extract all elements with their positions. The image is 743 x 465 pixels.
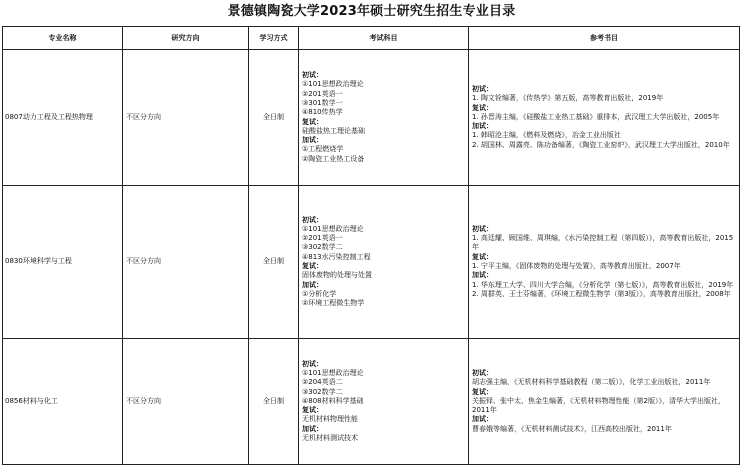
list-item: 1. 高廷耀、顾国维、周琪编，《水污染控制工程（第四版）》，高等教育出版社，2015年 [472,234,734,252]
list-item: ②陶瓷工业热工设备 [302,154,365,163]
header-exam: 考试科目 [299,27,469,50]
table-row [3,186,740,339]
section-label: 加试： [472,415,493,424]
table-row [3,339,740,465]
list-item: ①101思想政治理论 [302,224,364,233]
research-direction: 不区分方向 [123,339,249,465]
list-item: ④810传热学 [302,108,343,117]
list-item: ③302数学二 [302,387,343,396]
list-item: 胡志强主编，《无机材料科学基础教程（第二版）》，化学工业出版社，2011年 [472,378,711,387]
section-label: 初试： [472,84,493,93]
section-label: 复试： [472,387,493,396]
research-direction: 不区分方向 [123,50,249,186]
list-item: 硅酸盐热工理论基础 [302,126,365,135]
section-label: 初试： [302,215,323,224]
list-item: ③302数学二 [302,243,343,252]
list-item: ②201英语一 [302,89,343,98]
reference-books [469,339,740,465]
list-item: 无机材料物理性能 [302,415,358,424]
study-mode: 全日制 [249,186,299,339]
list-item: 固体废物的处理与处置 [302,271,372,280]
section-label: 复试： [302,406,323,415]
list-item: 关振铎、张中太、焦金生编著，《无机材料物理性能（第2版）》，清华大学出版社，2011年 [472,396,725,415]
catalog-table [2,26,740,465]
section-label: 加试： [302,280,323,289]
header-major: 专业名称 [3,27,123,50]
section-label: 加试： [302,424,323,433]
list-item: 2. 胡国林、周露亮、陈功备编著，《陶瓷工业窑炉》，武汉理工大学出版社，2010年 [472,140,730,149]
list-item: ①工程燃烧学 [302,145,344,154]
reference-books [469,50,740,186]
list-item: ①101思想政治理论 [302,80,364,89]
exam-subjects [299,339,469,465]
header-mode: 学习方式 [249,27,299,50]
list-item: ④813水污染控制工程 [302,252,371,261]
header-direction: 研究方向 [123,27,249,50]
list-item: 曹春娥等编著，《无机材料测试技术》，江西高校出版社，2011年 [472,424,672,433]
list-item: ②环境工程微生物学 [302,299,365,308]
list-item: 1. 韩昭沧主编，《燃料及燃烧》，冶金工业出版社 [472,131,621,140]
list-item: ②201英语一 [302,234,343,243]
list-item: 无机材料测试技术 [302,434,358,443]
study-mode: 全日制 [249,50,299,186]
section-label: 加试： [472,271,493,280]
major-name: 0856材料与化工 [3,339,123,465]
list-item: 1. 孙晋涛主编，《硅酸盐工业热工基础》重排本，武汉理工大学出版社，2005年 [472,112,720,121]
table-row [3,50,740,186]
exam-subjects [299,50,469,186]
section-label: 复试： [302,262,323,270]
study-mode: 全日制 [249,339,299,465]
list-item: ④808材料科学基础 [302,396,364,405]
section-label: 初试： [472,224,493,233]
exam-subjects [299,186,469,339]
major-name: 0830环境科学与工程 [3,186,123,339]
section-label: 初试： [472,368,493,377]
section-label: 复试： [472,103,493,112]
section-label: 初试： [302,71,323,80]
list-item: ③301数学一 [302,98,343,107]
header-refs: 参考书目 [469,27,740,50]
research-direction: 不区分方向 [123,186,249,339]
list-item: 1. 华东理工大学、四川大学合编，《分析化学（第七版）》，高等教育出版社，2019年 [472,280,734,289]
page-title: 景德镇陶瓷大学2023年硕士研究生招生专业目录 [227,4,516,19]
list-item: 2. 周群英、王士芬编著，《环境工程微生物学（第3版）》，高等教育出版社，2008年 [472,289,731,298]
list-item: 1. 宁平主编，《固体废物的处理与处置》，高等教育出版社，2007年 [472,262,681,270]
section-label: 初试： [302,359,323,368]
list-item: ①101思想政治理论 [302,368,364,377]
section-label: 复试： [472,252,493,261]
reference-books [469,186,740,339]
section-label: 复试： [302,117,323,126]
major-name: 0807动力工程及工程热物理 [3,50,123,186]
section-label: 加试： [472,122,493,131]
section-label: 加试： [302,136,323,145]
list-item: 1. 陶文铨编著，《传热学》第五版，高等教育出版社，2019年 [472,94,664,103]
list-item: ①分析化学 [302,289,337,298]
list-item: ②204英语二 [302,378,343,387]
header-row [3,27,740,50]
